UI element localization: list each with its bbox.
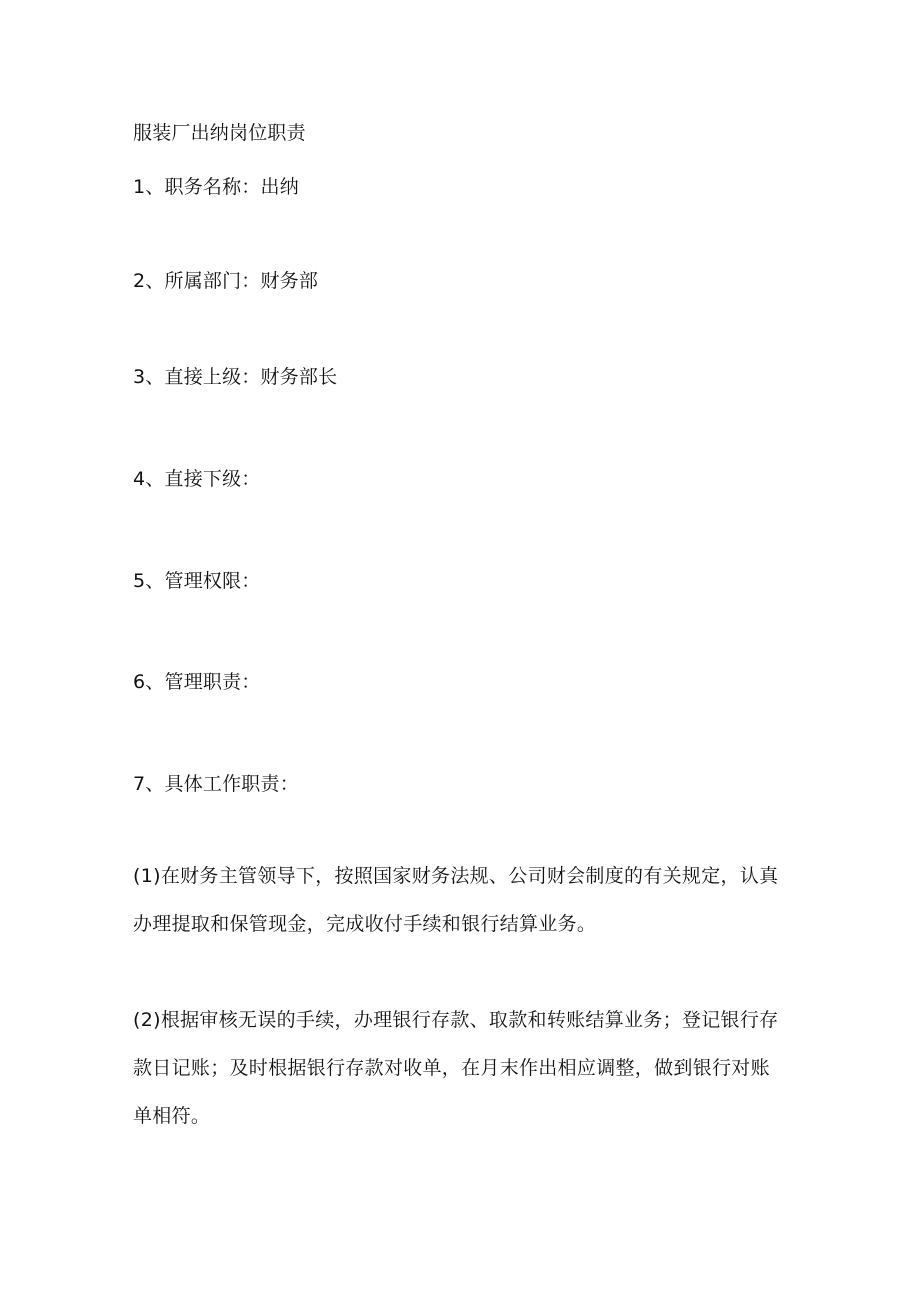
- duty-paragraph-1: [133, 852, 805, 948]
- duty-paragraph-1-line-1: (1)在财务主管领导下，按照国家财务法规、公司财会制度的有关规定，认真: [133, 865, 779, 887]
- item-management-authority: 5、管理权限：: [133, 570, 261, 592]
- duty-paragraph-2: [133, 996, 805, 1140]
- item-direct-superior: 3、直接上级：财务部长: [133, 366, 338, 388]
- item-specific-duties: 7、具体工作职责：: [133, 773, 299, 795]
- duty-paragraph-1-line-2: 办理提取和保管现金，完成收付手续和银行结算业务。: [133, 913, 597, 935]
- item-job-title: 1、职务名称：出纳: [133, 176, 299, 198]
- item-direct-subordinate: 4、直接下级：: [133, 468, 261, 490]
- duty-paragraph-2-line-1: (2)根据审核无误的手续，办理银行存款、取款和转账结算业务；登记银行存: [133, 1009, 779, 1031]
- item-department: 2、所属部门：财务部: [133, 270, 319, 292]
- duty-paragraph-2-line-3: 单相符。: [133, 1105, 211, 1127]
- document-title: 服装厂出纳岗位职责: [133, 122, 306, 144]
- duty-paragraph-2-line-2: 款日记账；及时根据银行存款对收单，在月末作出相应调整，做到银行对账: [133, 1057, 770, 1079]
- item-management-duties: 6、管理职责：: [133, 671, 261, 693]
